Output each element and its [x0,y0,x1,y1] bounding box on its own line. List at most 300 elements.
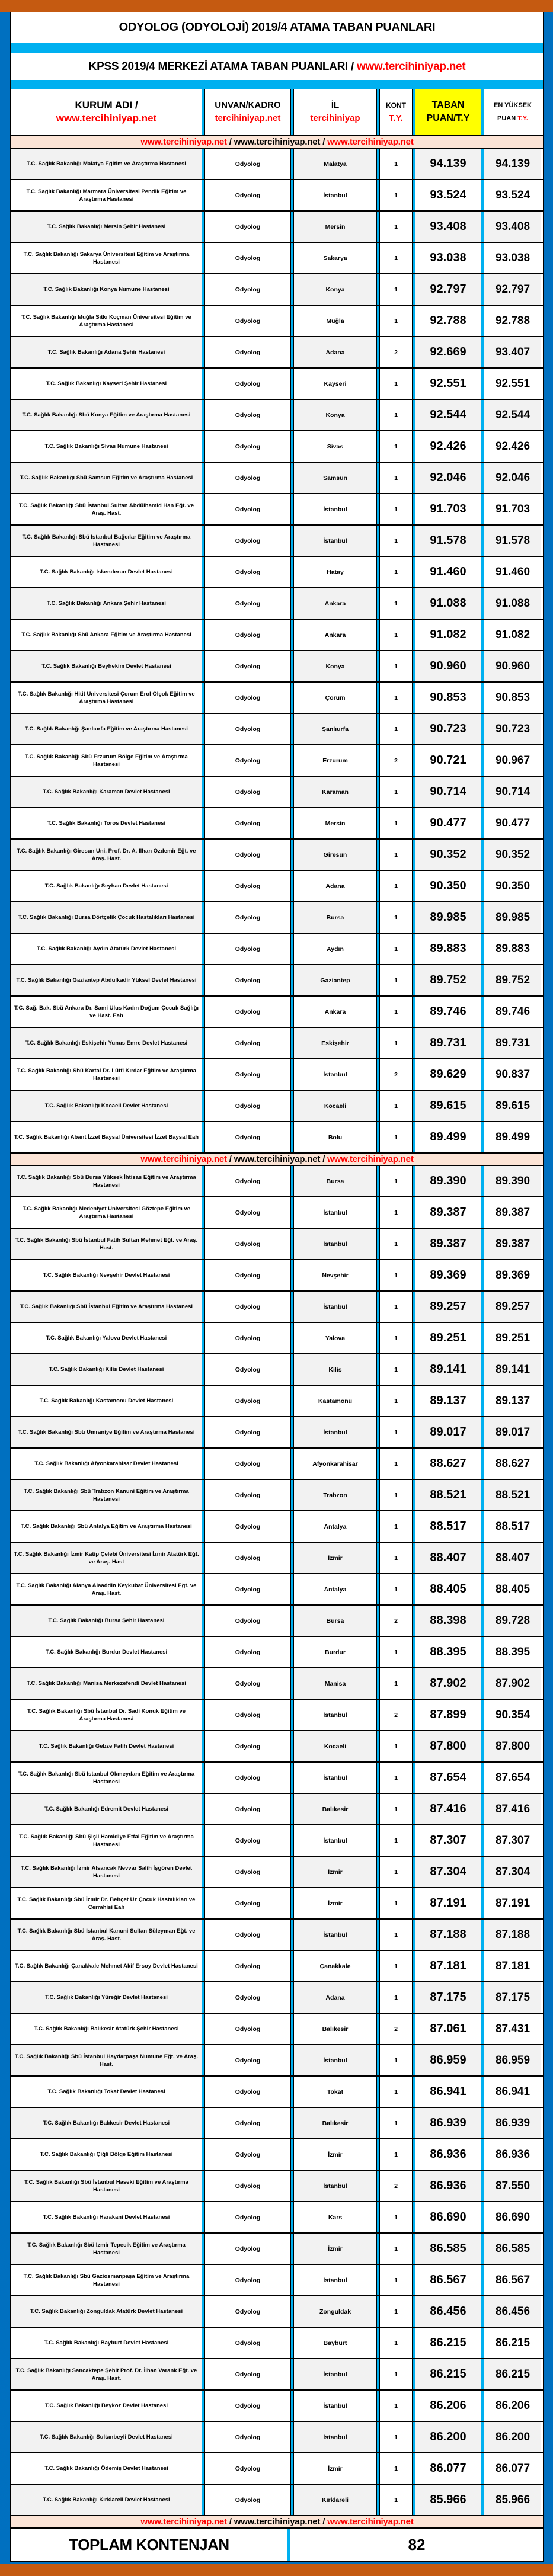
cell-unvan: Odyolog [205,1700,290,1730]
cell-enyuksek: 92.544 [484,400,541,430]
table-row [11,1323,543,1354]
site-link[interactable]: www.tercihiniyap.net [140,2517,227,2527]
site-link-separator: / [320,2517,328,2527]
cell-taban: 92.544 [415,400,481,430]
cell-il: İstanbul [323,1711,347,1719]
cell-enyuksek: 86.936 [495,2148,530,2161]
cell-enyuksek: 90.960 [484,651,541,681]
header-kont [380,89,412,135]
cell-kurum: T.C. Sağlık Bakanlığı Kastamonu Devlet Hastanesi [39,1398,174,1404]
cell-kurum: T.C. Sağlık Bakanlığı Zonguldak Atatürk Devlet Hastanesi [11,2296,202,2327]
cell-il: Adana [294,1982,376,2013]
cell-kont: 1 [394,1366,398,1373]
cell-unvan: Odyolog [205,1449,290,1479]
cell-unvan: Odyolog [205,1386,290,1416]
cell-kont: 1 [394,1523,398,1530]
subtitle-link[interactable]: www.tercihiniyap.net [356,60,466,73]
cell-il: Hatay [327,568,344,576]
site-link[interactable]: www.tercihiniyap.net [140,137,227,147]
site-link[interactable]: www.tercihiniyap.net [327,2517,414,2527]
cell-kurum: T.C. Sağlık Bakanlığı Harakani Devlet Hastanesi [43,2214,170,2221]
header-il [294,89,376,135]
cell-unvan: Odyolog [205,2108,290,2138]
header-unvan [205,89,290,135]
cell-enyuksek: 93.407 [484,337,541,367]
cell-il: Malatya [294,149,376,179]
cell-kurum: T.C. Sağ. Bak. Sbü Ankara Dr. Sami Ulus Kadın Doğum Çocuk Sağlığı ve Hast. Eah [14,1004,199,1019]
cell-kurum: T.C. Sağlık Bakanlığı Sbü İstanbul Dr. Sadi Konuk Eğitim ve Araştırma Hastanesi [27,1707,186,1722]
cell-kont: 1 [394,2276,398,2284]
cell-kont: 1 [394,1008,398,1015]
site-link[interactable]: www.tercihiniyap.net [234,1154,321,1164]
cell-kont: 1 [394,1240,398,1248]
cell-unvan: Odyolog [205,2485,290,2515]
cell-unvan: Odyolog [205,1059,290,1090]
cell-kont: 1 [394,694,398,701]
cell-kont: 1 [394,1491,398,1499]
cell-il: İstanbul [294,526,376,556]
cell-enyuksek: 86.941 [495,2085,530,2098]
cell-kurum: T.C. Sağlık Bakanlığı Şanlıurfa Eğitim ve Araştırma Hastanesi [11,714,202,744]
cell-il: Ankara [324,1008,346,1015]
cell-enyuksek: 89.752 [484,965,541,995]
table-row [11,902,543,934]
cell-taban: 90.350 [430,879,466,892]
table-row [11,2485,543,2516]
cell-kurum: T.C. Sağlık Bakanlığı Tokat Devlet Hastanesi [47,2088,165,2095]
cell-unvan: Odyolog [205,494,290,524]
cell-kont: 1 [394,976,398,984]
cell-taban: 87.307 [430,1834,466,1847]
cell-enyuksek: 87.550 [484,2171,541,2201]
cell-kont: 1 [394,1303,398,1311]
table-row [11,369,543,400]
cell-taban: 86.936 [430,2148,466,2161]
cell-taban: 93.038 [430,251,466,264]
cell-enyuksek: 88.395 [495,1645,530,1658]
cell-taban: 88.521 [415,1480,481,1510]
table-row [11,337,543,369]
cell-enyuksek: 94.139 [484,149,541,179]
cell-kurum: T.C. Sağlık Bakanlığı Seyhan Devlet Hastanesi [44,883,168,889]
cell-kurum: T.C. Sağlık Bakanlığı Gaziantep Abdulkadir Yüksel Devlet Hastanesi [11,965,202,995]
table-row [11,243,543,274]
cell-il: Kars [328,2213,343,2221]
cell-unvan: Odyolog [205,777,290,807]
cell-enyuksek: 89.017 [484,1417,541,1447]
cell-kurum: T.C. Sağlık Bakanlığı Çanakkale Mehmet Akif Ersoy Devlet Hastanesi [15,1963,198,1969]
cell-kurum: T.C. Sağlık Bakanlığı Konya Numune Hastanesi [11,274,202,305]
table-row [11,2108,543,2139]
cell-kont: 1 [394,474,398,482]
cell-unvan: Odyolog [205,400,290,430]
header-il-link[interactable]: tercihiniyap [310,113,360,123]
cell-kont: 1 [394,851,398,858]
cell-kurum: T.C. Sağlık Bakanlığı Beykoz Devlet Hastanesi [45,2402,168,2409]
cell-taban: 86.585 [415,2234,481,2264]
cell-kurum: T.C. Sağlık Bakanlığı Sbü İstanbul Fatih Sultan Mehmet Eğt. ve Araş. Hast. [11,1229,202,1259]
cell-kont: 1 [394,2088,398,2096]
table-row [11,400,543,431]
table-row [11,745,543,777]
cell-il: İzmir [294,1857,376,1887]
cell-kurum: T.C. Sağlık Bakanlığı Sbü Şişli Hamidiye Etfal Eğitim ve Araştırma Hastanesi [19,1833,194,1848]
header-unvan-link[interactable]: tercihiniyap.net [215,113,281,123]
cell-kurum: T.C. Sağlık Bakanlığı Toros Devlet Hastanesi [47,820,166,826]
cell-enyuksek: 89.387 [495,1206,530,1219]
cell-taban: 85.966 [415,2485,481,2515]
table-row [11,1480,543,1511]
cell-enyuksek: 90.853 [495,691,530,704]
cell-taban: 89.615 [415,1091,481,1121]
cell-il: Kocaeli [294,1091,376,1121]
bottom-bar [0,2564,553,2576]
cell-enyuksek: 92.797 [484,274,541,305]
cell-unvan: Odyolog [205,1825,290,1856]
table-row [11,1292,543,1323]
cell-enyuksek: 87.654 [495,1771,530,1784]
cell-unvan: Odyolog [205,2014,290,2044]
cell-taban: 86.206 [430,2399,466,2412]
cell-enyuksek: 89.387 [484,1229,541,1259]
cell-kurum: T.C. Sağlık Bakanlığı Gebze Fatih Devlet Hastanesi [11,1731,202,1761]
cell-kurum: T.C. Sağlık Bakanlığı Hitit Üniversitesi Çorum Erol Olçok Eğitim ve Araştırma Hastanesi [18,690,195,705]
cell-il: Samsun [294,463,376,493]
cell-unvan: Odyolog [205,180,290,210]
cell-enyuksek: 86.456 [484,2296,541,2327]
cell-kurum: T.C. Sağlık Bakanlığı Malatya Eğitim ve Araştırma Hastanesi [11,149,202,179]
cell-kont: 1 [394,1460,398,1468]
cell-il: Antalya [324,1523,347,1530]
cell-il: Bursa [294,1606,376,1636]
cell-enyuksek: 86.200 [484,2422,541,2452]
cell-kurum: T.C. Sağlık Bakanlığı Kilis Devlet Hastanesi [11,1354,202,1385]
header-enyuksek-line1: EN YÜKSEK [494,102,532,109]
cell-unvan: Odyolog [205,588,290,619]
cell-kont: 1 [394,1837,398,1844]
cell-kont: 1 [394,2370,398,2378]
cell-kont: 1 [394,819,398,827]
cell-kont: 1 [394,2245,398,2253]
cell-il: Yalova [325,1334,346,1342]
cell-enyuksek: 93.524 [495,188,530,201]
cell-enyuksek: 87.307 [495,1834,530,1847]
cell-kurum: T.C. Sağlık Bakanlığı Sbü Antalya Eğitim ve Araştırma Hastanesi [21,1523,192,1530]
table-row [11,2391,543,2422]
header-kurum-link[interactable]: www.tercihiniyap.net [56,113,157,124]
cell-kont: 1 [394,1133,398,1141]
cell-taban: 86.959 [415,2045,481,2075]
header-enyuksek-ty: T.Y. [517,115,528,122]
cell-il: Zonguldak [294,2296,376,2327]
cell-enyuksek: 86.585 [484,2234,541,2264]
cell-unvan: Odyolog [205,526,290,556]
cell-kont: 2 [394,757,398,764]
cell-kurum: T.C. Sağlık Bakanlığı Yüreğir Devlet Hastanesi [11,1982,202,2013]
cell-kurum: T.C. Sağlık Bakanlığı Balıkesir Devlet Hastanesi [11,2108,202,2138]
header-unvan-label: UNVAN/KADRO [215,100,281,110]
cell-il: Mersin [294,212,376,242]
cell-il: Bursa [294,1166,376,1196]
cell-kurum: T.C. Sağlık Bakanlığı Mersin Şehir Hastanesi [11,212,202,242]
table-row [11,1122,543,1154]
cell-unvan: Odyolog [205,431,290,462]
cell-kurum: T.C. Sağlık Bakanlığı İzmir Katip Çelebi Üniversitesi İzmir Atatürk Eğt. ve Araş. Hast [11,1543,202,1573]
cell-il: İzmir [328,2151,343,2158]
cell-taban: 87.061 [430,2022,466,2035]
cell-unvan: Odyolog [205,714,290,744]
cell-taban: 87.416 [415,1794,481,1824]
cell-kont: 1 [394,1209,398,1216]
table-row [11,1731,543,1763]
cell-taban: 91.703 [430,502,466,515]
table-row [11,1197,543,1229]
cell-kont: 1 [394,1680,398,1687]
cell-unvan: Odyolog [205,683,290,713]
cell-enyuksek: 88.405 [495,1582,530,1595]
cell-taban: 89.251 [430,1331,466,1344]
cell-il: Manisa [294,1668,376,1699]
cell-kurum: T.C. Sağlık Bakanlığı Kocaeli Devlet Hastanesi [11,1091,202,1121]
cell-taban: 88.627 [430,1457,466,1470]
cell-kont: 1 [394,2433,398,2441]
cell-unvan: Odyolog [205,557,290,587]
cell-unvan: Odyolog [205,2265,290,2295]
cell-kont: 1 [394,1994,398,2001]
cell-enyuksek: 89.137 [495,1394,530,1407]
cell-kont: 1 [394,945,398,953]
cell-kurum: T.C. Sağlık Bakanlığı Kırklareli Devlet Hastanesi [11,2485,202,2515]
cell-unvan: Odyolog [205,337,290,367]
cell-enyuksek: 90.714 [484,777,541,807]
site-link-separator: / [320,1154,328,1164]
cell-taban: 92.669 [415,337,481,367]
cell-unvan: Odyolog [205,1543,290,1573]
cell-kurum: T.C. Sağlık Bakanlığı Balıkesir Atatürk Şehir Hastanesi [34,2026,179,2032]
cell-taban: 91.082 [430,628,466,641]
header-enyuksek-line2 [497,112,528,125]
subtitle-text: KPSS 2019/4 MERKEZİ ATAMA TABAN PUANLARI / [88,60,357,73]
cell-kurum: T.C. Sağlık Bakanlığı Marmara Üniversitesi Pendik Eğitim ve Araştırma Hastanesi [26,188,187,203]
cell-unvan: Odyolog [205,2391,290,2421]
table-row [11,1982,543,2014]
cell-kont: 1 [394,1428,398,1436]
table-row [11,557,543,588]
cell-taban: 89.499 [430,1130,466,1143]
cell-taban: 88.517 [430,1520,466,1533]
table-row [11,2014,543,2045]
cell-unvan: Odyolog [205,274,290,305]
cell-kurum: T.C. Sağlık Bakanlığı Sbü Trabzon Kanuni Eğitim ve Araştırma Hastanesi [11,1480,202,1510]
cell-enyuksek: 90.967 [495,754,530,767]
cell-taban: 92.797 [415,274,481,305]
table-row [11,1951,543,1982]
cell-kurum: T.C. Sağlık Bakanlığı Ankara Şehir Hastanesi [11,588,202,619]
cell-taban: 92.426 [430,440,466,453]
cell-il: Bolu [328,1133,343,1141]
cell-unvan: Odyolog [205,1574,290,1604]
cell-kurum: T.C. Sağlık Bakanlığı Sbü İstanbul Okmeydanı Eğitim ve Araştırma Hastanesi [18,1770,195,1785]
cell-il: İstanbul [294,2422,376,2452]
cell-enyuksek: 86.690 [495,2210,530,2223]
cell-enyuksek: 86.939 [484,2108,541,2138]
cell-kont: 1 [394,2465,398,2472]
cell-kurum: T.C. Sağlık Bakanlığı Sancaktepe Şehit Prof. Dr. İlhan Varank Eğt. ve Araş. Hast. [11,2359,202,2389]
cell-unvan: Odyolog [205,1417,290,1447]
cell-kurum: T.C. Sağlık Bakanlığı Edremit Devlet Hastanesi [11,1794,202,1824]
cell-unvan: Odyolog [205,1731,290,1761]
total-label: TOPLAM KONTENJAN [69,2536,229,2553]
cell-taban: 89.629 [430,1068,466,1081]
cell-kont: 1 [394,1585,398,1593]
cell-taban: 87.899 [430,1708,466,1721]
cell-taban: 89.731 [415,1028,481,1058]
table-body-2 [11,1166,543,2516]
cell-unvan: Odyolog [205,2234,290,2264]
cell-enyuksek: 88.517 [495,1520,530,1533]
cell-kont: 1 [394,1102,398,1110]
cell-unvan: Odyolog [205,1951,290,1981]
cell-il: Konya [294,400,376,430]
cell-il: İstanbul [294,1292,376,1322]
table-row [11,1888,543,1920]
cell-il: İstanbul [323,1071,347,1078]
cell-unvan: Odyolog [205,2328,290,2358]
cell-unvan: Odyolog [205,306,290,336]
cell-il: İstanbul [323,191,347,199]
cell-taban: 89.387 [415,1229,481,1259]
cell-kurum: T.C. Sağlık Bakanlığı Sbü Konya Eğitim ve Araştırma Hastanesi [11,400,202,430]
cell-taban: 90.960 [415,651,481,681]
cell-unvan: Odyolog [205,2171,290,2201]
cell-kont: 1 [394,191,398,199]
cell-kurum: T.C. Sağlık Bakanlığı Sbü İstanbul Bağcılar Eğitim ve Araştırma Hastanesi [11,526,202,556]
cell-taban: 92.551 [430,377,466,390]
cell-kont: 1 [394,1039,398,1047]
cell-kont: 1 [394,537,398,544]
cell-taban: 88.398 [415,1606,481,1636]
cell-kont: 1 [394,1805,398,1813]
cell-enyuksek: 87.304 [484,1857,541,1887]
cell-il: Konya [294,274,376,305]
table-row [11,808,543,840]
cell-il: Çorum [325,694,346,701]
cell-enyuksek: 87.800 [484,1731,541,1761]
cell-enyuksek: 86.077 [495,2462,530,2475]
cell-taban: 88.395 [430,1645,466,1658]
cell-kont: 1 [394,254,398,262]
cell-kont: 1 [394,1334,398,1342]
site-link[interactable]: www.tercihiniyap.net [140,1154,227,1164]
cell-taban: 89.137 [430,1394,466,1407]
cell-kurum: T.C. Sağlık Bakanlığı Sbü Erzurum Bölge Eğitim ve Araştırma Hastanesi [25,753,188,768]
cell-taban: 89.390 [415,1166,481,1196]
site-link[interactable]: www.tercihiniyap.net [234,2517,321,2527]
cell-taban: 86.215 [415,2359,481,2389]
cell-enyuksek: 86.215 [495,2336,530,2349]
table-row [11,683,543,714]
cell-il: İstanbul [323,1774,347,1782]
cell-unvan: Odyolog [205,1122,290,1152]
cell-kurum: T.C. Sağlık Bakanlığı Yalova Devlet Hastanesi [46,1335,167,1341]
table-header [11,89,543,136]
cell-taban: 91.460 [430,565,466,578]
cell-kont: 2 [394,1617,398,1625]
cell-il: Adana [294,337,376,367]
cell-kurum: T.C. Sağlık Bakanlığı Sbü Gaziosmanpaşa Eğitim ve Araştırma Hastanesi [23,2273,190,2287]
cell-kont: 1 [394,380,398,387]
cell-kont: 1 [394,1554,398,1562]
cell-kurum: T.C. Sağlık Bakanlığı Beyhekim Devlet Hastanesi [11,651,202,681]
cell-kurum: T.C. Sağlık Bakanlığı Bursa Şehir Hastanesi [11,1606,202,1636]
table-row [11,1543,543,1574]
cell-il: Karaman [294,777,376,807]
cell-kurum: T.C. Sağlık Bakanlığı Sbü İstanbul Haseki Eğitim ve Araştırma Hastanesi [11,2171,202,2201]
cell-il: İzmir [294,2234,376,2264]
cell-kurum: T.C. Sağlık Bakanlığı Bursa Dörtçelik Çocuk Hastalıkları Hastanesi [11,902,202,933]
cell-kont: 1 [394,317,398,325]
cell-unvan: Odyolog [205,2202,290,2232]
cell-il: İstanbul [294,1417,376,1447]
cell-il: Kayseri [324,380,347,387]
cell-enyuksek: 92.046 [484,463,541,493]
table-row [11,1920,543,1951]
cell-kurum: T.C. Sağlık Bakanlığı Sbü İstanbul Sultan Abdülhamid Han Eğt. ve Araş. Hast. [18,502,194,517]
cell-il: Tokat [327,2088,344,2096]
cell-il: Burdur [325,1648,346,1656]
table-row [11,2453,543,2485]
cell-kont: 1 [394,223,398,230]
table-row [11,777,543,808]
table-body-1 [11,149,543,1154]
cell-kurum: T.C. Sağlık Bakanlığı Aydın Atatürk Devlet Hastanesi [37,946,176,952]
table-row [11,149,543,180]
cell-kont: 1 [394,1868,398,1876]
site-link[interactable]: www.tercihiniyap.net [327,137,414,147]
cell-enyuksek: 90.837 [495,1068,530,1081]
score-sheet [10,12,544,2562]
table-row [11,306,543,337]
cell-enyuksek: 88.627 [495,1457,530,1470]
cell-taban: 88.407 [415,1543,481,1573]
cell-enyuksek: 89.257 [484,1292,541,1322]
cell-kurum: T.C. Sağlık Bakanlığı Sbü Ankara Eğitim ve Araştırma Hastanesi [21,632,191,638]
header-kont-label: KONT [386,101,406,110]
cell-unvan: Odyolog [205,1606,290,1636]
table-row [11,871,543,902]
page-title: ODYOLOG (ODYOLOJİ) 2019/4 ATAMA TABAN PUANLARI [11,12,543,43]
table-row [11,1825,543,1857]
cell-kurum: T.C. Sağlık Bakanlığı Sbü İzmir Tepecik Eğitim ve Araştırma Hastanesi [11,2234,202,2264]
table-row [11,1763,543,1794]
cell-unvan: Odyolog [205,2453,290,2484]
cell-taban: 86.690 [430,2210,466,2223]
cell-unvan: Odyolog [205,2045,290,2075]
site-link[interactable]: www.tercihiniyap.net [234,137,321,147]
table-row [11,2265,543,2296]
site-link[interactable]: www.tercihiniyap.net [327,1154,414,1164]
cell-enyuksek: 93.408 [484,212,541,242]
cell-il: Kırklareli [294,2485,376,2515]
table-row [11,2139,543,2171]
table-row [11,1229,543,1260]
cell-il: İstanbul [294,1229,376,1259]
cell-taban: 86.567 [430,2273,466,2286]
cell-kurum: T.C. Sağlık Bakanlığı Kayseri Şehir Hastanesi [46,380,167,387]
table-row [11,620,543,651]
cell-kurum: T.C. Sağlık Bakanlığı Sakarya Üniversitesi Eğitim ve Araştırma Hastanesi [23,251,190,265]
cell-enyuksek: 92.426 [495,440,530,453]
